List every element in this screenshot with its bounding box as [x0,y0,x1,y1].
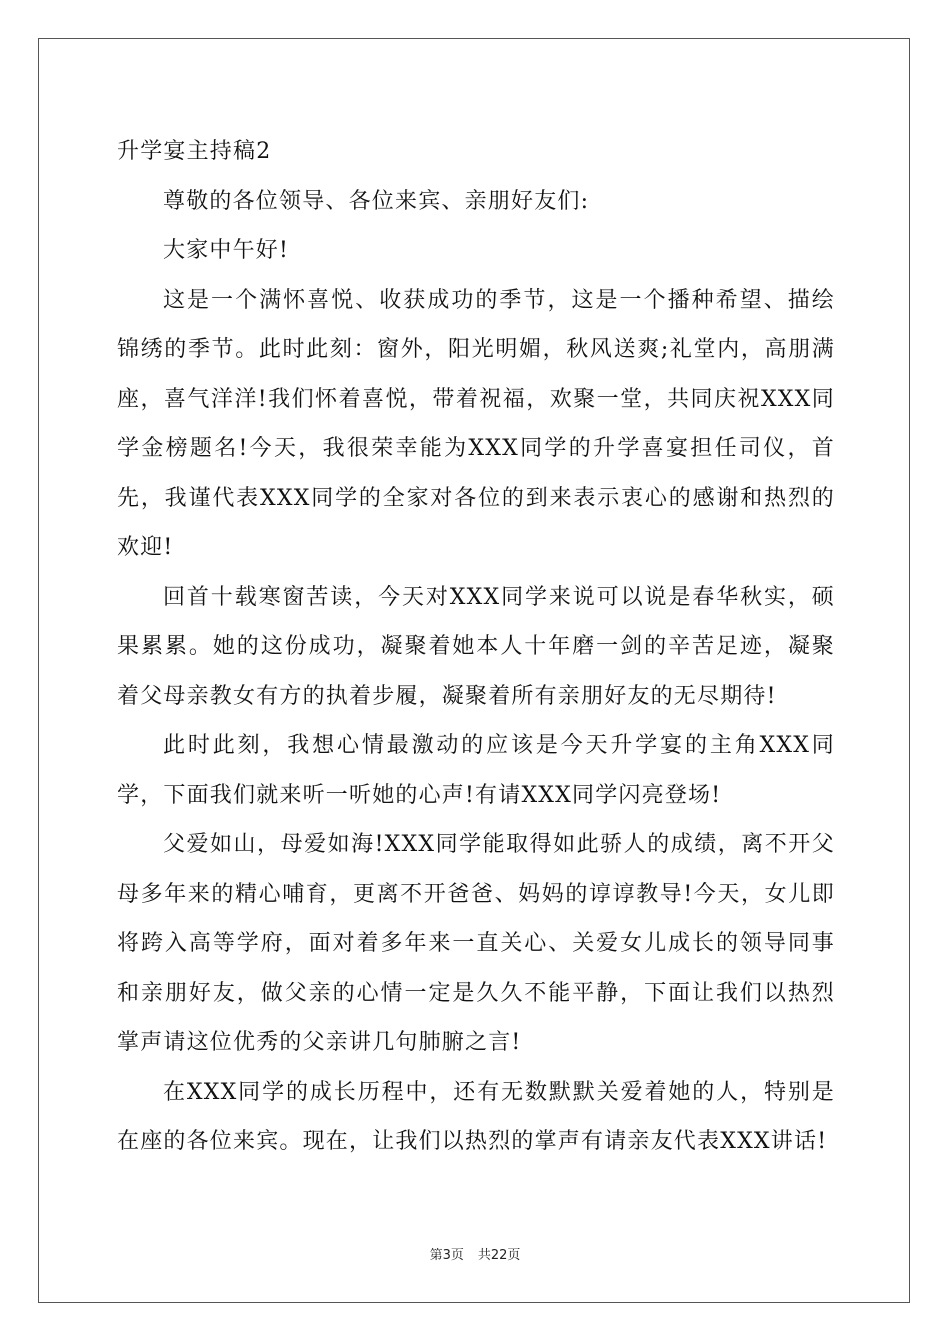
achievement-paragraph: 回首十载寒窗苦读，今天对XXX同学来说可以说是春华秋实，硕果累累。她的这份成功，凝聚着她本人十年磨一剑的辛苦足迹，凝聚着父母亲教女有方的执着步履，凝聚着所有亲朋好友的无尽期待! [117,584,835,709]
greeting-paragraph: 尊敬的各位领导、各位来宾、亲朋好友们: [163,188,590,214]
document-title: 升学宴主持稿2 [117,139,272,164]
student-speech-paragraph: 此时此刻，我想心情最激动的应该是今天升学宴的主角XXX同学，下面我们就来听一听她的心声!有请XXX同学闪亮登场! [117,733,835,808]
father-speech-paragraph: 父爱如山，母爱如海!XXX同学能取得如此骄人的成绩，离不开父母多年来的精心哺育，更离不开爸爸、妈妈的谆谆教导!今天，女儿即将跨入高等学府，面对着多年来一直关心、关爱女儿成长的领导同事和亲朋好友，做父亲的心情一定是久久不能平静，下面让我们以热烈掌声请这位优秀的父亲讲几句肺腑之言! [117,832,835,1055]
page-footer [0,1244,950,1263]
page-number: 第3页 [429,1248,464,1263]
opening-paragraph: 这是一个满怀喜悦、收获成功的季节，这是一个播种希望、描绘锦绣的季节。此时此刻：窗外，阳光明媚，秋风送爽;礼堂内，高朋满座，喜气洋洋!我们怀着喜悦，带着祝福，欢聚一堂，共同庆祝XXX同学金榜题名!今天，我很荣幸能为XXX同学的升学喜宴担任司仪，首先，我谨代表XXX同学的全家对各位的到来表示衷心的感谢和热烈的欢迎! [117,287,835,560]
document-body [117,127,835,1167]
page-total: 共22页 [477,1248,521,1263]
guest-speech-paragraph: 在XXX同学的成长历程中，还有无数默默关爱着她的人，特别是在座的各位来宾。现在，让我们以热烈的掌声有请亲友代表XXX讲话! [117,1079,835,1154]
salutation-paragraph: 大家中午好! [163,238,290,263]
